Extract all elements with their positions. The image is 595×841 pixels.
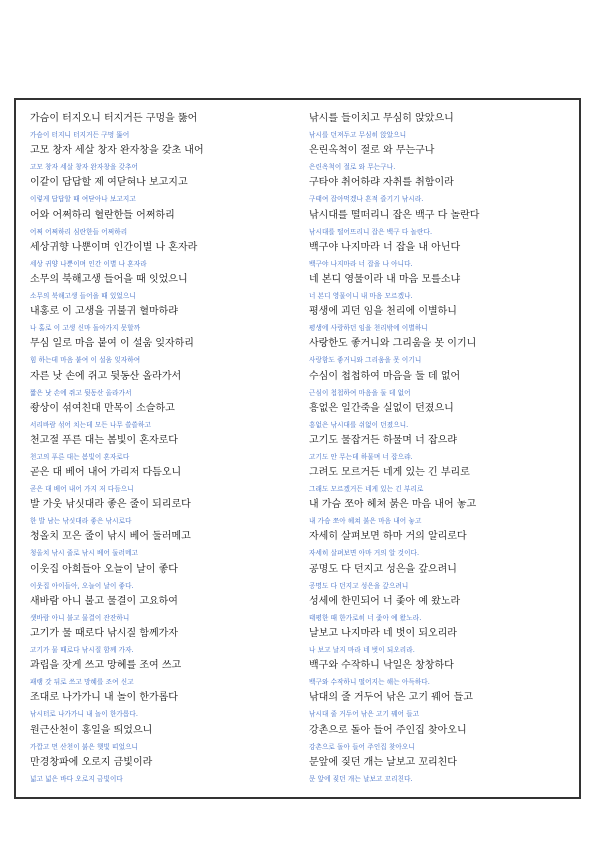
verse-translation: 사랑함도 좋거니와 그리움을 못 이기니 — [309, 356, 422, 365]
verse-line: 강촌으로 돌아 들어 주인집 찾아오니 — [309, 724, 467, 736]
verse-line: 좡상이 섞여친대 만목이 소슬하고 — [30, 402, 175, 414]
verse-translation: 짧은 낫 손에 쥐고 뒷동산 올라가서 — [30, 388, 132, 397]
verse-translation: 고기도 안 무는데 하물며 너 잡으랴. — [309, 452, 413, 461]
verse-pair — [30, 530, 298, 562]
verse-line: 고기가 물 때로다 낚시질 함께가자 — [30, 628, 178, 639]
verse-line: 낚시를 들이치고 무심히 앉았으니 — [309, 113, 454, 124]
verse-line: 원근산천이 홍일을 띄었으니 — [30, 724, 153, 736]
verse-translation: 문 앞에 짖던 개는 날보고 꼬리친다. — [309, 774, 413, 783]
verse-pair — [309, 241, 577, 273]
verse-translation: 흥없은 낚시대를 쉬없이 던졌으니. — [309, 420, 409, 429]
verse-line: 그려도 모르거든 네게 있는 긴 부리로 — [309, 467, 470, 479]
verse-pair — [309, 434, 577, 466]
verse-line: 흥없은 일간죽을 실없이 던졌으니 — [309, 402, 454, 414]
verse-line: 네 본디 영물이라 내 마음 모를소냐 — [309, 273, 461, 285]
verse-translation: 샛바람 아니 불고 물결이 잔잔하니 — [30, 613, 130, 622]
verse-translation: 낚시터로 나가가니 내 놀이 한가롭다. — [30, 710, 139, 719]
verse-line: 내홍로 이 고생을 귀불귀 혈마하랴 — [30, 306, 178, 318]
verse-line: 청올치 꼬은 줄이 낚시 베어 둘러메고 — [30, 531, 191, 543]
verse-pair — [309, 402, 577, 434]
verse-line: 이같이 답답할 제 여닫혀나 보고지고 — [30, 177, 188, 189]
verse-translation: 낚시대 줄 거두어 낚은 고기 꿰어 들고 — [309, 710, 420, 719]
verse-pair — [309, 370, 577, 402]
verse-pair — [30, 498, 298, 530]
verse-line: 곧은 대 베어 내어 가리저 다듬오니 — [30, 467, 182, 479]
verse-translation: 고모 창자 세살 창자 완자창을 갖추어 — [30, 163, 139, 172]
verse-line: 낚시대를 떨떠리니 잡은 백구 다 놀란다 — [309, 209, 480, 221]
verse-line: 만경창파에 오로지 금빛이라 — [30, 756, 153, 768]
verse-pair — [309, 112, 577, 144]
verse-pair — [30, 305, 298, 337]
verse-translation: 가슴이 터지니 터지거든 구멍 뚫어 — [30, 131, 130, 139]
verse-translation: 곧은 대 베어 내어 가지 저 다듬으니 — [30, 485, 134, 494]
verse-line: 어와 어쩌하리 혈란한들 어쩌하리 — [30, 209, 175, 221]
verse-translation: 가깝고 먼 산천이 붉은 햇빛 띠었으니 — [30, 742, 139, 751]
verse-pair — [30, 595, 298, 627]
verse-line: 조대로 나가가니 내 놀이 한가롭다 — [30, 692, 178, 704]
verse-line: 이웃집 아희들아 오늘이 날이 좋다 — [30, 563, 178, 575]
verse-pair — [30, 370, 298, 402]
verse-translation: 이웃집 아이들아, 오늘이 날이 좋다. — [30, 581, 134, 590]
verse-line: 공명도 다 던지고 성은을 갚으려니 — [309, 563, 457, 575]
verse-pair — [309, 659, 577, 691]
verse-translation: 천고의 푸른 대는 봄빛이 혼자로다 — [30, 452, 130, 461]
verse-translation: 세상 귀양 나뿐이며 인간 이별 나 혼자라 — [30, 259, 147, 268]
verse-translation: 서리바람 섞어 치는데 모든 나무 쓸쓸하고 — [30, 420, 151, 429]
verse-pair — [30, 659, 298, 691]
verse-pair — [309, 563, 577, 595]
verse-line: 내 가슴 쪼아 헤쳐 붉은 마음 내어 놓고 — [309, 499, 477, 511]
verse-translation: 나 보고 날지 마라 네 벗이 되오리라. — [309, 646, 415, 654]
verse-pair — [30, 691, 298, 723]
verse-pair — [309, 627, 577, 659]
verse-pair — [30, 273, 298, 305]
verse-line: 가슴이 터지오니 터지거든 구멍을 뚫어 — [30, 113, 198, 124]
verse-translation: 내 가슴 쪼아 헤쳐 붉은 마음 내어 놓고 — [309, 517, 422, 526]
verse-line: 무심 일로 마음 붙여 이 설움 잊자하리 — [30, 338, 194, 350]
verse-pair — [309, 144, 577, 176]
verse-translation: 백구야 나지마라 너 잡을 나 아니다. — [309, 259, 413, 268]
verse-translation: 청올치 낚시 줄로 낚시 베어 둘러메고 — [30, 549, 139, 558]
verse-line: 날보고 나지마라 네 벗이 되오리라 — [309, 628, 457, 639]
verse-line: 과립을 잣게 쓰고 망혜를 조여 쓰고 — [30, 660, 182, 672]
verse-line: 천고절 푸른 대는 봄빛이 혼자로다 — [30, 434, 178, 446]
verse-translation: 소무의 북해고생 들어을 때 있었으니 — [30, 291, 136, 300]
verse-translation: 힘 하는데 마음 붙여 이 설움 잊자하여 — [30, 356, 141, 365]
verse-pair — [30, 434, 298, 466]
verse-pair — [309, 756, 577, 788]
verse-translation: 그래도 모르겠거든 네게 있는 긴 부리로 — [309, 485, 424, 494]
verse-pair — [309, 530, 577, 562]
verse-pair — [309, 305, 577, 337]
verse-translation: 은린옥척이 절로 와 무는구나. — [309, 163, 396, 172]
verse-translation: 백구와 수작하니 떨어지는 해는 아득하다. — [309, 678, 430, 687]
verse-line: 성세에 한민되어 너 좇아 예 왔노라 — [309, 595, 461, 607]
verse-line: 세상귀향 나뿐이며 인간이별 나 혼자라 — [30, 241, 198, 253]
verse-line: 자른 낫 손에 쥐고 뒷동산 올라가서 — [30, 370, 182, 382]
verse-line: 새바람 아니 불고 물결이 고요하여 — [30, 595, 178, 607]
verse-translation: 한 발 남는 낚싯대라 좋은 낚시로다 — [30, 517, 132, 526]
verse-line: 수심이 첩첩하여 마음을 둘 데 없어 — [309, 370, 461, 382]
verse-translation: 넓고 넓은 바다 오로지 금빛이다 — [30, 774, 123, 783]
verse-pair — [309, 595, 577, 627]
verse-translation: 고기가 물 때로다 낚시질 함께 가자. — [30, 646, 134, 654]
verse-pair — [30, 402, 298, 434]
verse-line: 구타야 취어하랴 자취를 취함이라 — [309, 177, 454, 189]
verse-pair — [30, 241, 298, 273]
verse-line: 발 가웃 낚싯대라 좋은 줄이 되리로다 — [30, 499, 191, 511]
verse-translation: 이렇게 답답할 때 여닫아나 보고지고 — [30, 195, 136, 204]
verse-pair — [309, 498, 577, 530]
verse-line: 백구와 수작하니 낙일은 창창하다 — [309, 660, 454, 672]
verse-pair — [30, 756, 298, 788]
verse-line: 자세히 살펴보면 하마 거의 알리로다 — [309, 531, 467, 543]
verse-pair — [30, 112, 298, 144]
verse-line: 낚대의 줄 거두어 낚은 고기 꿰어 들고 — [309, 692, 473, 704]
verse-translation: 나 홀로 이 고생 신마 돌아가지 못할까 — [30, 324, 141, 333]
verse-pair — [309, 466, 577, 498]
verse-translation: 낚시대를 떨어뜨리니 잡은 백구 다 놀란다. — [309, 227, 433, 236]
verse-translation: 태평한 때 한가로히 너 좇아 예 왔노라. — [309, 613, 422, 622]
verse-translation: 강촌으로 돌아 들어 주인집 찾아오니 — [309, 742, 415, 751]
verse-pair — [30, 337, 298, 369]
verse-pair — [30, 724, 298, 756]
verse-line: 백구야 나지마라 너 잡을 내 아닌다 — [309, 241, 461, 253]
verse-translation: 평생에 사랑하던 임을 천리밖에 이별하니 — [309, 324, 428, 333]
verse-pair — [30, 176, 298, 208]
verse-translation: 공명도 다 던지고 성은을 갚으려니 — [309, 581, 409, 590]
verse-pair — [30, 627, 298, 659]
verse-line: 사랑한도 좋거니와 그리움을 못 이기니 — [309, 338, 477, 350]
verse-translation: 낚시를 던져두고 무심히 앉았으니 — [309, 131, 407, 139]
verse-pair — [30, 563, 298, 595]
verse-pair — [309, 273, 577, 305]
verse-pair — [309, 337, 577, 369]
verse-line: 문앞에 짖던 개는 날보고 꼬리친다 — [309, 756, 457, 768]
verse-translation: 너 본디 영물이니 내 마음 모르겠나. — [309, 291, 413, 300]
verse-pair — [30, 209, 298, 241]
verse-line: 고모 창자 세살 창자 완자창을 갖초 내어 — [30, 145, 204, 157]
verse-pair — [309, 176, 577, 208]
verse-pair — [309, 209, 577, 241]
verse-translation: 근심이 첩첩하여 마음을 둘 데 없어 — [309, 388, 411, 397]
verse-translation: 구태여 잡아먹겠나 흔적 즐기기 낚시라. — [309, 195, 424, 204]
verse-pair — [309, 724, 577, 756]
verse-translation: 어쩌 어쩌하리 심란한들 어쩌하리 — [30, 227, 128, 236]
verse-line: 고기도 물잡거든 하물며 너 잡으랴 — [309, 434, 457, 446]
verse-pair — [30, 144, 298, 176]
verse-pair — [309, 691, 577, 723]
right-column — [309, 112, 577, 788]
verse-pair — [30, 466, 298, 498]
verse-line: 은린옥척이 절로 와 무는구나 — [309, 145, 435, 157]
verse-line: 소무의 북해고생 들어을 때 잇었으니 — [30, 273, 188, 285]
left-column — [30, 112, 298, 788]
verse-line: 평생에 괴던 임을 천리에 이별하니 — [309, 306, 457, 318]
verse-translation: 자세히 살펴보면 아마 거의 알 것이다. — [309, 549, 420, 558]
verse-translation: 패랭 갓 뒤로 쓰고 망혜를 조여 신고 — [30, 678, 134, 687]
